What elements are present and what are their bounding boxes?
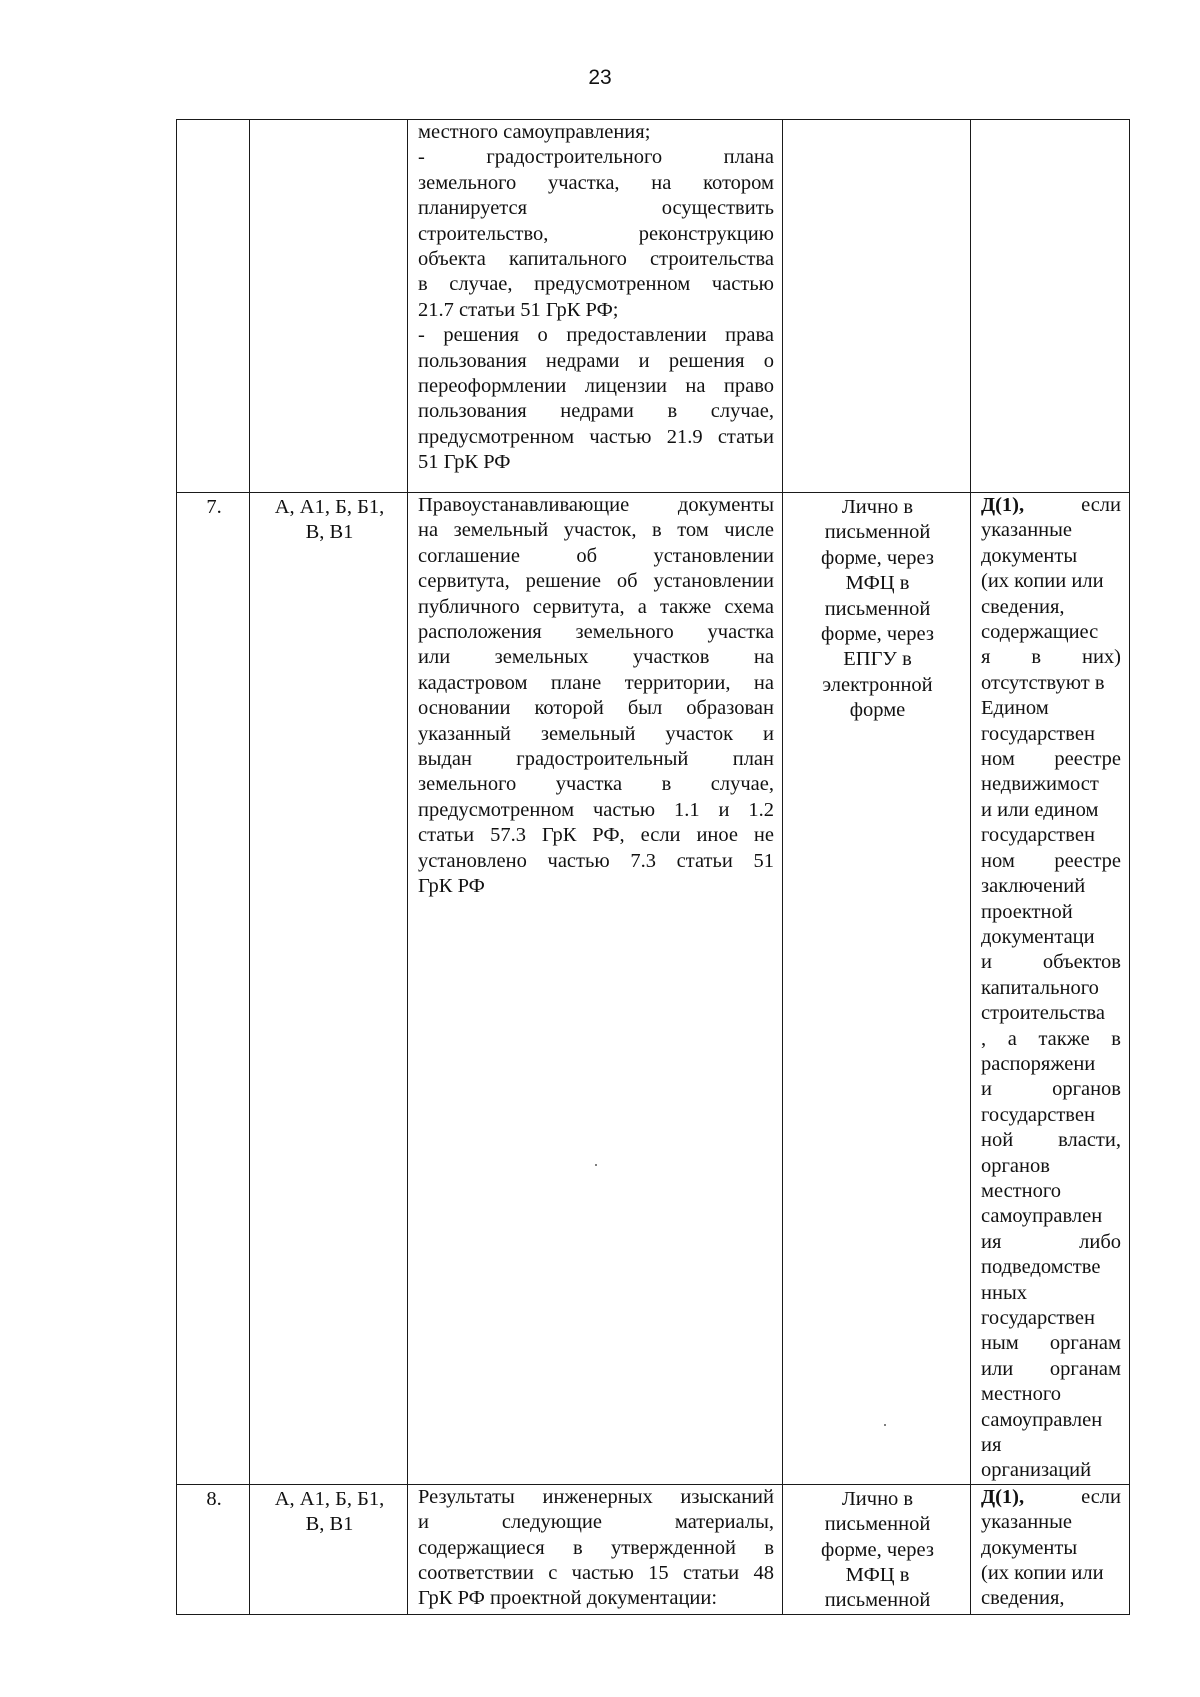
document-text-line: содержащиеся в утвержденной в — [418, 1536, 774, 1559]
row-number-cell — [177, 120, 250, 493]
row-number: 7. — [206, 496, 222, 518]
condition-text-line: (их копии или — [981, 1562, 1104, 1585]
condition-text-line: содержащиес — [981, 621, 1099, 644]
condition-text-line: местного — [981, 1179, 1062, 1202]
document-text-line: - градостроительного плана — [418, 146, 774, 169]
method-text-line: письменной — [824, 521, 931, 544]
category-line: А, А1, Б, Б1, — [274, 1487, 385, 1510]
method-text-line: письменной — [824, 1513, 931, 1536]
condition-text-line: я в них) — [981, 646, 1121, 669]
document-text-line: пользования недрами и решения о — [418, 349, 774, 372]
condition-text-line: государствен — [981, 722, 1095, 745]
condition-cell — [971, 493, 1130, 1485]
category-line: А, А1, Б, Б1, — [274, 496, 385, 518]
row-number-cell-content — [177, 120, 249, 122]
document-text-line: предусмотренном частью 21.9 статьи — [418, 425, 774, 448]
categories-cell-content — [250, 120, 407, 122]
document-text-line: объекта капитального строительства — [418, 248, 774, 271]
document-text-line: в случае, предусмотренном частью — [418, 273, 774, 296]
condition-text-line: ным органам — [981, 1332, 1121, 1355]
condition-text-line: ия либо — [981, 1230, 1121, 1253]
table-row — [177, 120, 1130, 493]
document-text-line: выдан градостроительный план — [418, 748, 774, 771]
condition-text-line: местного — [981, 1383, 1062, 1406]
condition-text-line: нных — [981, 1281, 1027, 1304]
document-text-line: пользования недрами в случае, — [418, 400, 774, 423]
condition-text-line: документы — [981, 1536, 1078, 1559]
page-number: 23 — [588, 66, 612, 89]
row-number-cell — [177, 1484, 250, 1614]
document-text-line: на земельный участок, в том числе — [418, 519, 774, 542]
method-text-line: Лично в — [841, 496, 914, 518]
condition-text-line: отсутствуют в — [981, 671, 1105, 694]
condition-text-line: ном реестре — [981, 748, 1121, 771]
condition-text-line: документаци — [981, 925, 1095, 948]
condition-cell — [971, 120, 1130, 493]
method-cell — [783, 493, 971, 1485]
document-text-line: 21.7 статьи 51 ГрК РФ; — [418, 298, 619, 321]
document-cell — [408, 493, 783, 1485]
method-text-line: форме, через — [821, 1538, 934, 1561]
document-cell — [408, 1484, 783, 1614]
condition-text-line: или органам — [981, 1357, 1121, 1380]
document-text-line: публичного сервитута, а также схема — [418, 595, 774, 618]
method-text-line: форме, через — [821, 546, 934, 569]
scan-speck — [884, 1424, 886, 1426]
condition-text-line: строительства — [981, 1002, 1105, 1025]
condition-text-line: указанные — [981, 1511, 1073, 1534]
document-text-line: планируется осуществить — [418, 197, 774, 220]
method-text-line: форме, через — [821, 623, 934, 646]
document-text-line: переоформлении лицензии на право — [418, 375, 774, 398]
row-number-cell-content — [177, 493, 249, 520]
categories-cell — [250, 493, 408, 1485]
method-text-line: ЕПГУ в — [843, 648, 912, 671]
table-row — [177, 1484, 1130, 1614]
method-text-line: письменной — [824, 597, 931, 620]
condition-text-line: распоряжени — [981, 1052, 1096, 1075]
document-text-line: 51 ГрК РФ — [418, 451, 511, 474]
condition-text-line: капитального — [981, 976, 1099, 999]
document-cell-content — [408, 120, 782, 476]
condition-text-line: и или едином — [981, 798, 1099, 821]
condition-text-line: сведения, — [981, 1587, 1065, 1610]
document-text-line: Правоустанавливающие документы — [418, 494, 774, 516]
document-cell — [408, 120, 783, 493]
categories-cell — [250, 120, 408, 493]
categories-cell-content — [250, 1485, 407, 1538]
scan-speck — [595, 1164, 597, 1166]
condition-text-line: недвижимост — [981, 773, 1099, 796]
condition-text-line: государствен — [981, 1103, 1095, 1126]
method-text-line: МФЦ в — [845, 572, 910, 595]
condition-text-line: Едином — [981, 697, 1049, 720]
method-text-line: МФЦ в — [845, 1564, 910, 1587]
row-number: 8. — [206, 1487, 222, 1510]
documents-table — [176, 119, 1130, 1615]
condition-text-line: государствен — [981, 824, 1095, 847]
method-cell-content — [783, 493, 970, 724]
method-cell — [783, 120, 971, 493]
categories-cell-content — [250, 493, 407, 546]
condition-text-line: самоуправлен — [981, 1408, 1103, 1431]
condition-cell-content — [971, 1485, 1129, 1612]
document-text-line: указанный земельный участок и — [418, 722, 774, 745]
condition-text-line: проектной — [981, 900, 1073, 923]
condition-text-line: ия — [981, 1434, 1002, 1457]
category-line: В, В1 — [305, 1513, 354, 1536]
document-text-line: основании которой был образован — [418, 697, 774, 720]
condition-cell-content — [971, 493, 1129, 1484]
condition-text-line: органов — [981, 1154, 1050, 1177]
row-number-cell-content — [177, 1485, 249, 1512]
condition-text-line: ной власти, — [981, 1129, 1121, 1152]
condition-text-line: самоуправлен — [981, 1205, 1103, 1228]
document-text-line: Результаты инженерных изысканий — [418, 1485, 774, 1508]
row-number-cell — [177, 493, 250, 1485]
condition-text-line: ном реестре — [981, 849, 1121, 872]
condition-text-line: и органов — [981, 1078, 1121, 1101]
categories-cell — [250, 1484, 408, 1614]
condition-text-line: государствен — [981, 1307, 1095, 1329]
document-text-line: земельного участка в случае, — [418, 773, 774, 796]
document-text-line: установлено частью 7.3 статьи 51 — [418, 849, 774, 872]
condition-text-line: Д(1), если — [981, 1485, 1121, 1508]
condition-text-line: и объектов — [981, 951, 1121, 974]
method-cell — [783, 1484, 971, 1614]
document-text-line: соглашение об установлении — [418, 544, 774, 567]
condition-text-line: подведомстве — [981, 1256, 1101, 1279]
document-text-line: земельного участка, на котором — [418, 171, 774, 194]
condition-text-line: организаций — [981, 1459, 1092, 1482]
document-text-line: статьи 57.3 ГрК РФ, если иное не — [418, 824, 774, 847]
condition-text-line: , а также в — [981, 1027, 1121, 1050]
condition-text-line: (их копии или — [981, 570, 1104, 593]
method-text-line: Лично в — [841, 1487, 914, 1510]
document-cell-content — [408, 1485, 782, 1612]
condition-text-line: сведения, — [981, 595, 1065, 618]
document-text-line: сервитута, решение об установлении — [418, 570, 774, 593]
document-text-line: ГрК РФ проектной документации: — [418, 1587, 718, 1610]
method-text-line: электронной — [822, 673, 933, 696]
condition-text-line: документы — [981, 544, 1078, 567]
document-text-line: - решения о предоставлении права — [418, 324, 774, 347]
table-row — [177, 493, 1130, 1485]
document-text-line: ГрК РФ — [418, 875, 485, 898]
condition-text-line: указанные — [981, 519, 1073, 542]
category-line: В, В1 — [305, 521, 354, 544]
document-text-line: строительство, реконструкцию — [418, 222, 774, 245]
document-text-line: расположения земельного участка — [418, 621, 774, 644]
condition-text-line: заключений — [981, 875, 1086, 898]
document-cell-content — [408, 493, 782, 900]
document-text-line: соответствии с частью 15 статьи 48 — [418, 1562, 774, 1585]
method-text-line: письменной — [824, 1589, 931, 1612]
document-text-line: предусмотренном частью 1.1 и 1.2 — [418, 798, 774, 821]
document-text-line: или земельных участков на — [418, 646, 774, 669]
condition-cell — [971, 1484, 1130, 1614]
method-cell-content — [783, 120, 970, 122]
condition-text-line: Д(1), если — [981, 494, 1121, 516]
method-cell-content — [783, 1485, 970, 1614]
table-body — [177, 120, 1130, 1615]
document-text-line: и следующие материалы, — [418, 1511, 774, 1534]
document-text-line: местного самоуправления; — [418, 121, 651, 143]
method-text-line: форме — [849, 699, 906, 722]
document-text-line: кадастровом плане территории, на — [418, 671, 774, 694]
